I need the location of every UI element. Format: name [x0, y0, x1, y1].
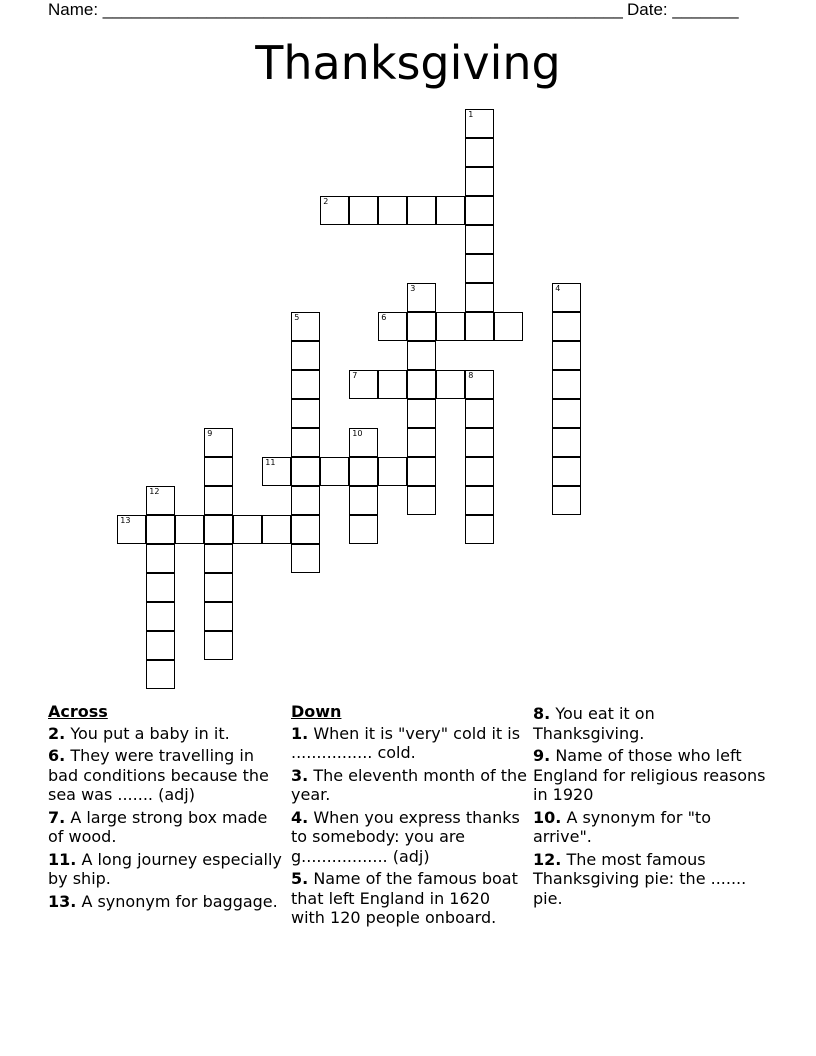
grid-cell[interactable]: [407, 428, 436, 457]
grid-cell[interactable]: [233, 515, 262, 544]
grid-cell[interactable]: [465, 196, 494, 225]
grid-cell[interactable]: [465, 283, 494, 312]
clue-text: A synonym for "to arrive".: [533, 807, 711, 846]
grid-cell[interactable]: [465, 225, 494, 254]
clue-number: 7.: [48, 807, 66, 827]
grid-cell[interactable]: [146, 631, 175, 660]
grid-cell[interactable]: [436, 370, 465, 399]
down-clues-continued: [533, 704, 771, 911]
grid-cell[interactable]: [407, 486, 436, 515]
grid-cell[interactable]: [349, 196, 378, 225]
grid-cell[interactable]: [146, 515, 175, 544]
grid-cell[interactable]: [117, 515, 146, 544]
grid-cell[interactable]: [204, 602, 233, 631]
grid-cell[interactable]: [204, 631, 233, 660]
grid-cell[interactable]: [436, 312, 465, 341]
grid-cell[interactable]: [291, 428, 320, 457]
date-field[interactable]: Date: _______: [627, 0, 739, 19]
grid-cell[interactable]: [465, 515, 494, 544]
clue-item: [533, 808, 771, 847]
grid-cell[interactable]: [552, 486, 581, 515]
grid-cell[interactable]: [204, 428, 233, 457]
cell-number: 8: [468, 371, 474, 381]
clue-item: [291, 766, 529, 805]
cell-number: 11: [265, 458, 276, 468]
clue-item: [533, 850, 771, 909]
grid-cell[interactable]: [204, 515, 233, 544]
page-title: Thanksgiving: [255, 36, 561, 90]
clue-number: 1.: [291, 723, 309, 743]
grid-cell[interactable]: [146, 660, 175, 689]
grid-cell[interactable]: [552, 312, 581, 341]
grid-cell[interactable]: [204, 573, 233, 602]
clue-number: 11.: [48, 849, 77, 869]
grid-cell[interactable]: [146, 573, 175, 602]
clue-number: 2.: [48, 723, 66, 743]
grid-cell[interactable]: [407, 399, 436, 428]
clue-item: [291, 724, 529, 763]
cell-number: 4: [555, 284, 561, 294]
clue-number: 13.: [48, 891, 77, 911]
clue-item: [48, 808, 286, 847]
grid-cell[interactable]: [320, 457, 349, 486]
cell-number: 10: [352, 429, 363, 439]
grid-cell[interactable]: [465, 109, 494, 138]
clue-number: 4.: [291, 807, 309, 827]
clue-number: 12.: [533, 849, 562, 869]
grid-cell[interactable]: [436, 196, 465, 225]
cell-number: 2: [323, 197, 329, 207]
grid-cell[interactable]: [291, 515, 320, 544]
grid-cell[interactable]: [407, 370, 436, 399]
grid-cell[interactable]: [291, 341, 320, 370]
grid-cell[interactable]: [175, 515, 204, 544]
grid-cell[interactable]: [465, 370, 494, 399]
grid-cell[interactable]: [552, 283, 581, 312]
clue-text: The most famous Thanksgiving pie: the ....... pie.: [533, 849, 747, 908]
clue-text: Name of those who left England for religious reasons in 1920: [533, 746, 766, 804]
grid-cell[interactable]: [378, 312, 407, 341]
clue-text: You put a baby in it.: [70, 723, 230, 743]
grid-cell[interactable]: [291, 457, 320, 486]
grid-cell[interactable]: [465, 312, 494, 341]
grid-cell[interactable]: [349, 486, 378, 515]
clue-item: [533, 746, 771, 805]
grid-cell[interactable]: [204, 544, 233, 573]
grid-cell[interactable]: [349, 370, 378, 399]
grid-cell[interactable]: [349, 428, 378, 457]
clue-item: [48, 746, 286, 805]
across-heading: Across: [48, 702, 108, 721]
clue-text: When it is "very" cold it is ................ cold.: [291, 723, 521, 762]
grid-cell[interactable]: [465, 399, 494, 428]
grid-cell[interactable]: [146, 602, 175, 631]
grid-cell[interactable]: [465, 167, 494, 196]
grid-cell[interactable]: [465, 486, 494, 515]
clue-text: They were travelling in bad conditions because the sea was ....... (adj): [48, 746, 269, 804]
cell-number: 5: [294, 313, 300, 323]
grid-cell[interactable]: [291, 399, 320, 428]
clue-item: [48, 892, 286, 912]
grid-cell[interactable]: [407, 457, 436, 486]
grid-cell[interactable]: [552, 399, 581, 428]
grid-cell[interactable]: [465, 138, 494, 167]
cell-number: 12: [149, 487, 160, 497]
clue-item: [48, 850, 286, 889]
clue-item: [533, 704, 771, 743]
grid-cell[interactable]: [291, 544, 320, 573]
clue-number: 5.: [291, 869, 309, 888]
grid-cell[interactable]: [465, 254, 494, 283]
grid-cell[interactable]: [291, 312, 320, 341]
cell-number: 13: [120, 516, 131, 526]
grid-cell[interactable]: [320, 196, 349, 225]
cell-number: 1: [468, 110, 474, 120]
down-clues: [291, 702, 529, 931]
clue-number: 9.: [533, 746, 551, 765]
grid-cell[interactable]: [552, 341, 581, 370]
clue-text: A large strong box made of wood.: [48, 807, 268, 846]
grid-cell[interactable]: [262, 515, 291, 544]
grid-cell[interactable]: [465, 428, 494, 457]
grid-cell[interactable]: [378, 370, 407, 399]
grid-cell[interactable]: [407, 312, 436, 341]
grid-cell[interactable]: [378, 196, 407, 225]
grid-cell[interactable]: [494, 312, 523, 341]
grid-cell[interactable]: [204, 457, 233, 486]
clue-number: 6.: [48, 746, 66, 765]
clue-text: When you express thanks to somebody: you are g................. (adj): [291, 807, 520, 866]
cell-number: 3: [410, 284, 416, 294]
clue-item: [291, 808, 529, 867]
grid-cell[interactable]: [407, 283, 436, 312]
clue-item: [291, 869, 529, 928]
grid-cell[interactable]: [407, 341, 436, 370]
grid-cell[interactable]: [291, 486, 320, 515]
grid-cell[interactable]: [349, 457, 378, 486]
grid-cell[interactable]: [291, 370, 320, 399]
clue-number: 3.: [291, 765, 309, 785]
clue-text: You eat it on Thanksgiving.: [533, 704, 655, 743]
clue-item: [48, 724, 286, 744]
grid-cell[interactable]: [552, 457, 581, 486]
grid-cell[interactable]: [262, 457, 291, 486]
grid-cell[interactable]: [552, 428, 581, 457]
cell-number: 7: [352, 371, 358, 381]
across-clues: [48, 702, 286, 914]
clue-number: 10.: [533, 807, 562, 827]
grid-cell[interactable]: [349, 515, 378, 544]
grid-cell[interactable]: [552, 370, 581, 399]
grid-cell[interactable]: [407, 196, 436, 225]
grid-cell[interactable]: [204, 486, 233, 515]
grid-cell[interactable]: [465, 457, 494, 486]
cell-number: 6: [381, 313, 387, 323]
clue-number: 8.: [533, 704, 551, 723]
grid-cell[interactable]: [378, 457, 407, 486]
clue-text: A synonym for baggage.: [81, 891, 278, 911]
clue-text: Name of the famous boat that left England in 1620 with 120 people onboard.: [291, 869, 518, 927]
name-field[interactable]: Name: _______________________________________________________: [48, 0, 623, 19]
grid-cell[interactable]: [146, 544, 175, 573]
down-heading: Down: [291, 702, 342, 721]
grid-cell[interactable]: [146, 486, 175, 515]
cell-number: 9: [207, 429, 213, 439]
clue-text: The eleventh month of the year.: [291, 765, 528, 804]
clue-text: A long journey especially by ship.: [48, 849, 282, 888]
